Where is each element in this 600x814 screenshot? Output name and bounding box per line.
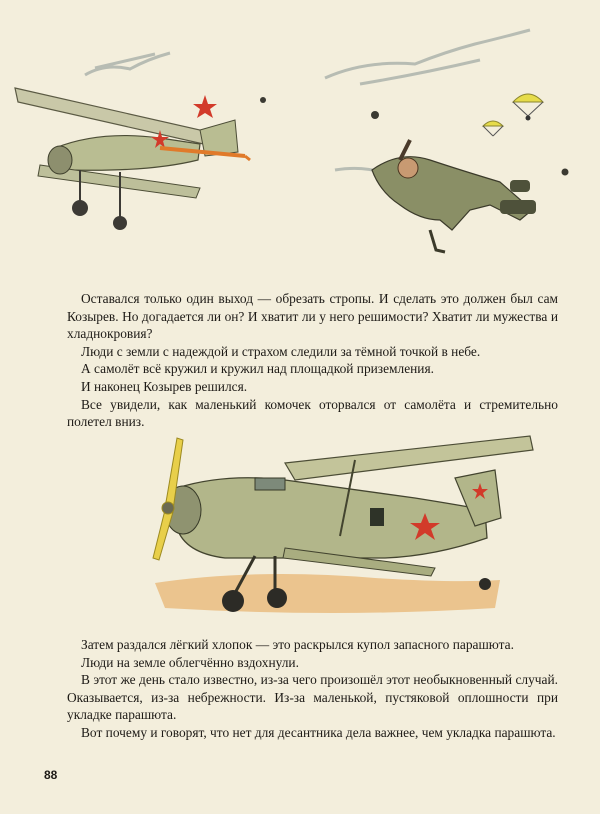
biplane-illustration [15,88,250,230]
parachute-icon [513,94,543,121]
parachutist-illustration [372,140,536,252]
paragraph: А самолёт всё кружил и кружил над площадкой приземления. [81,361,434,377]
text-block-bottom [67,636,558,742]
middle-illustration [135,418,535,623]
text-block-top [67,290,558,431]
paragraph: Все увидели, как маленький комочек оторвался от самолёта и стремительно полетел вниз. [67,396,558,430]
parachute-icon [483,121,503,136]
ground [155,574,500,613]
paragraph: Оставался только один выход — обрезать стропы. И сделать это должен был сам Козырев. Но догадается ли он? И хватит ли у него решимости? Хватит ли мужества и хладнокровия? [67,291,558,342]
paragraph: Затем раздался лёгкий хлопок — это раскрылся купол запасного парашюта. [81,637,514,652]
paragraph: В этот же день стало известно, из-за чего произошёл этот необыкновенный случай. Оказывается, из-за небрежности. Из-за маленькой, пустяковой оплошности при укладке парашюта. [67,672,558,723]
top-illustration [0,20,600,290]
paragraph: И наконец Козырев решился. [81,378,248,394]
paragraph: Люди на земле облегчённо вздохнули. [81,654,299,670]
paragraph: Вот почему и говорят, что нет для десантника дела важнее, чем укладка парашюта. [81,724,556,740]
paragraph: Люди с земли с надеждой и страхом следили за тёмной точкой в небе. [81,343,481,359]
page-number: 88 [44,768,58,782]
